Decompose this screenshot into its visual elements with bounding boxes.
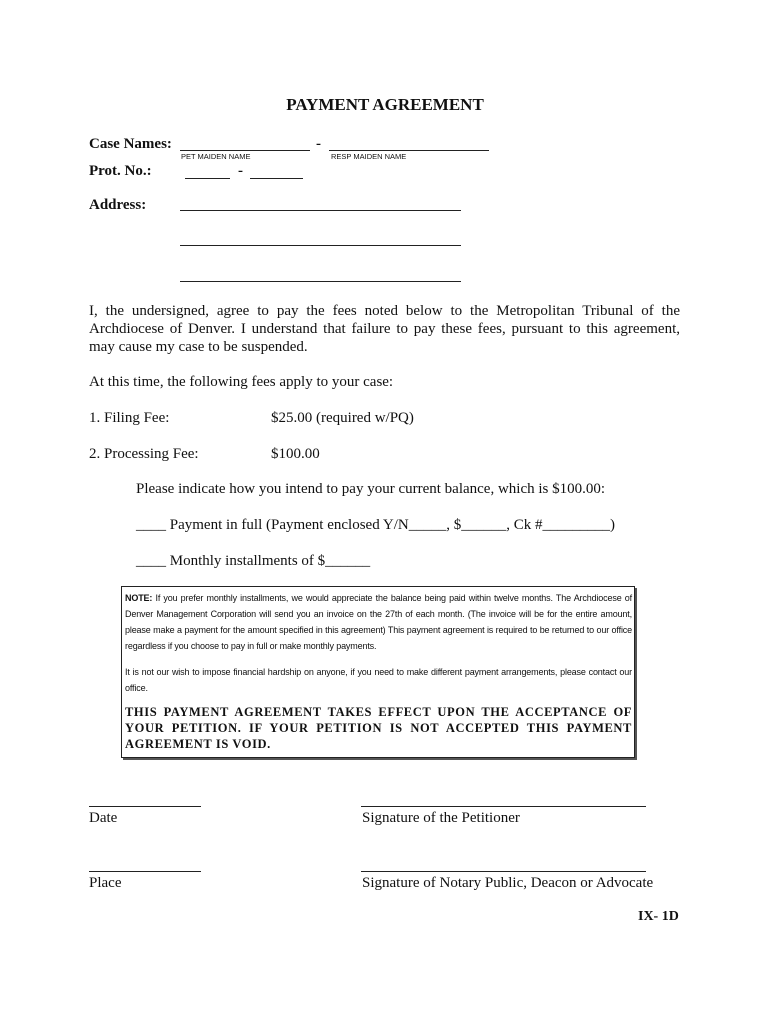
agreement-paragraph: I, the undersigned, agree to pay the fees noted below to the Metropolitan Tribunal of the Archdiocese of Denver. I understand that failure to pay these fees, pursuant to this agreement, may cause my case to be suspended. (89, 303, 680, 355)
case-names-separator: - (316, 136, 321, 152)
page-title: PAYMENT AGREEMENT (286, 95, 484, 114)
fees-intro: At this time, the following fees apply to your case: (89, 374, 394, 390)
payment-question: Please indicate how you intend to pay your current balance, which is $100.00: (136, 481, 606, 497)
address-line-3[interactable] (180, 281, 461, 282)
pet-maiden-name-caption: PET MAIDEN NAME (181, 152, 251, 161)
case-names-label: Case Names: (89, 136, 172, 152)
notary-signature-line[interactable] (361, 871, 646, 872)
monthly-installments-option[interactable]: ____ Monthly installments of $______ (136, 553, 371, 569)
petitioner-signature-label: Signature of the Petitioner (362, 810, 520, 826)
prot-no-label: Prot. No.: (89, 163, 152, 179)
note-warning: THIS PAYMENT AGREEMENT TAKES EFFECT UPON THE ACCEPTANCE OF YOUR PETITION. IF YOUR PETITION IS NOT ACCEPTED THIS PAYMENT AGREEMENT IS VOID. (125, 705, 632, 751)
filing-fee-amount: $25.00 (required w/PQ) (271, 410, 414, 426)
filing-fee-label: 1. Filing Fee: (89, 410, 170, 426)
note-hardship-text: It is not our wish to impose financial hardship on anyone, if you need to make different payment arrangements, please contact our office. (125, 667, 632, 693)
notary-signature-label: Signature of Notary Public, Deacon or Advocate (362, 875, 654, 891)
address-label: Address: (89, 197, 147, 213)
resp-maiden-name-caption: RESP MAIDEN NAME (331, 152, 407, 161)
address-line-1[interactable] (180, 210, 461, 211)
pet-maiden-name-field[interactable] (180, 150, 310, 151)
place-label: Place (89, 875, 122, 891)
date-label: Date (89, 810, 118, 826)
prot-no-field-2[interactable] (250, 178, 303, 179)
address-line-2[interactable] (180, 245, 461, 246)
note-body: If you prefer monthly installments, we would appreciate the balance being paid within twelve months. The Archdiocese of Denver Management Corporation will send you an invoice on the 27th of each month. (The invoice will be for the entire amount, please make a payment for the amount specified in this agreement) This payment agreement is required to be returned to our office regardless if you choose to pay in full or make monthly payments. (125, 593, 632, 651)
processing-fee-amount: $100.00 (271, 446, 320, 462)
note-box (121, 586, 635, 758)
place-signature-line[interactable] (89, 871, 201, 872)
processing-fee-label: 2. Processing Fee: (89, 446, 199, 462)
prot-no-separator: - (238, 163, 243, 179)
petitioner-signature-line[interactable] (361, 806, 646, 807)
note-label: NOTE: (125, 593, 153, 603)
payment-in-full-option[interactable]: ____ Payment in full (Payment enclosed Y/N_____, $______, Ck #_________) (136, 517, 615, 533)
note-text (125, 590, 632, 654)
date-signature-line[interactable] (89, 806, 201, 807)
resp-maiden-name-field[interactable] (329, 150, 489, 151)
prot-no-field-1[interactable] (185, 178, 230, 179)
form-code: IX- 1D (638, 909, 679, 924)
